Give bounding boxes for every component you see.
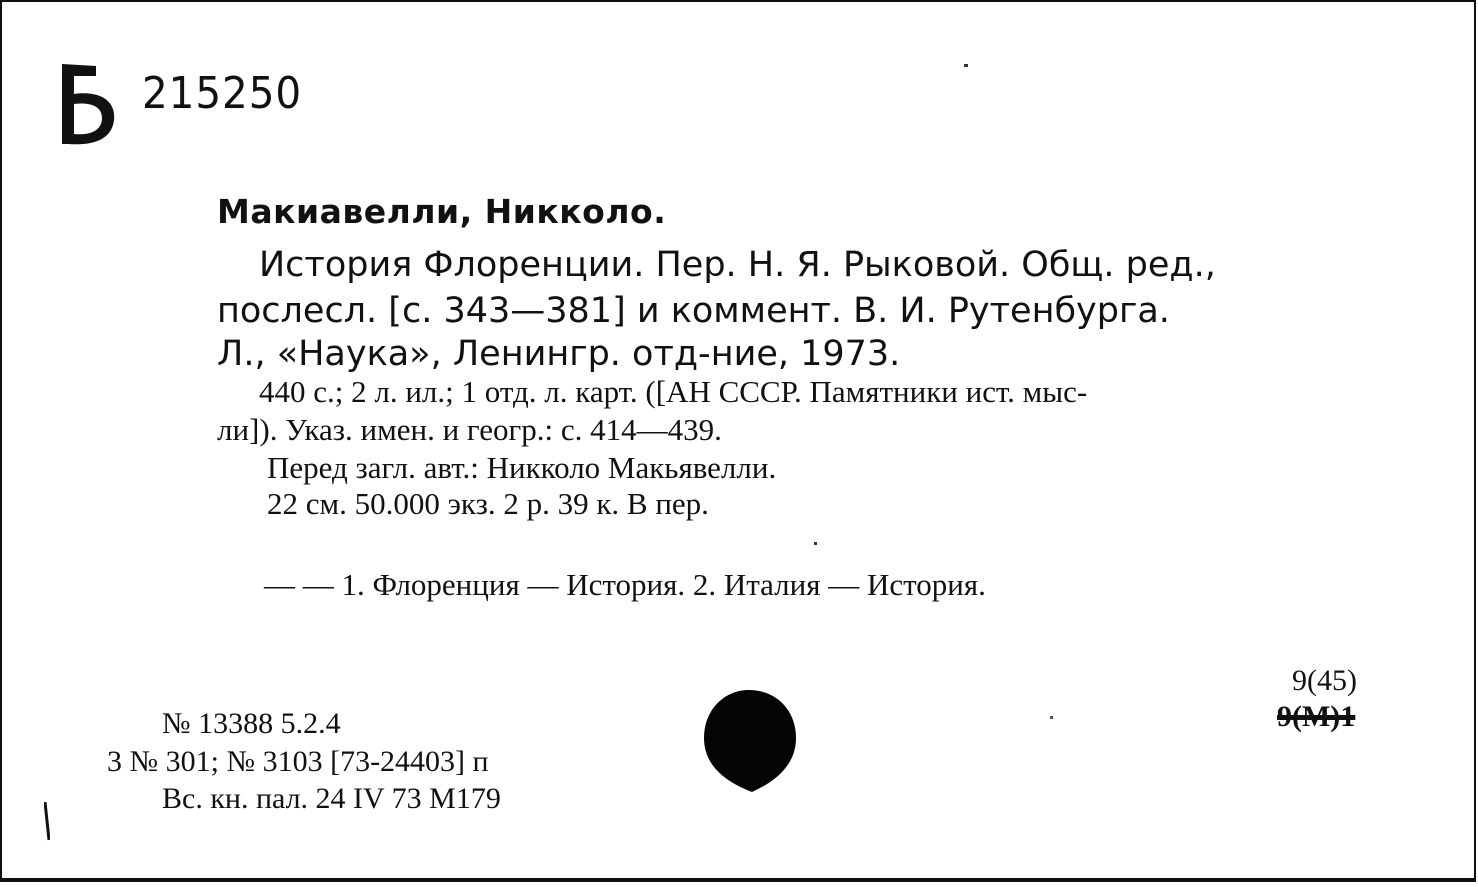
description-line-3: Перед загл. авт.: Никколо Макьявелли. — [267, 450, 777, 485]
book-chamber-imprint: Вс. кн. пал. 24 IV 73 М179 — [162, 782, 501, 815]
author-heading: Макиавелли, Никколо. — [217, 192, 667, 231]
classification-index-struck: 9(M)1 — [1277, 700, 1356, 733]
margin-mark — [44, 802, 50, 842]
registration-number: № 13388 5.2.4 — [162, 707, 341, 740]
punch-hole — [702, 688, 797, 793]
speck — [964, 64, 968, 67]
speck — [1050, 716, 1053, 719]
classification-index: 9(45) — [1292, 664, 1357, 697]
order-numbers: 3 № 301; № 3103 [73-24403] п — [107, 745, 489, 778]
description-line-4: 22 см. 50.000 экз. 2 р. 39 к. В пер. — [267, 486, 709, 521]
title-line-3: Л., «Наука», Ленингр. отд-ние, 1973. — [217, 334, 901, 374]
title-line-2: послесл. [с. 343—381] и коммент. В. И. Рутенбурга. — [217, 291, 1170, 331]
title-line-1: История Флоренции. Пер. Н. Я. Рыковой. Общ. ред., — [259, 245, 1216, 285]
subject-headings: — — 1. Флоренция — История. 2. Италия — История. — [264, 567, 986, 602]
description-line-2: ли]). Указ. имен. и геогр.: с. 414—439. — [217, 412, 722, 447]
description-line-1: 440 с.; 2 л. ил.; 1 отд. л. карт. ([АН СССР. Памятники ист. мыс- — [259, 374, 1088, 409]
stamp-letter-b — [56, 60, 118, 148]
card-number: 215250 — [142, 68, 303, 119]
speck — [814, 542, 817, 545]
